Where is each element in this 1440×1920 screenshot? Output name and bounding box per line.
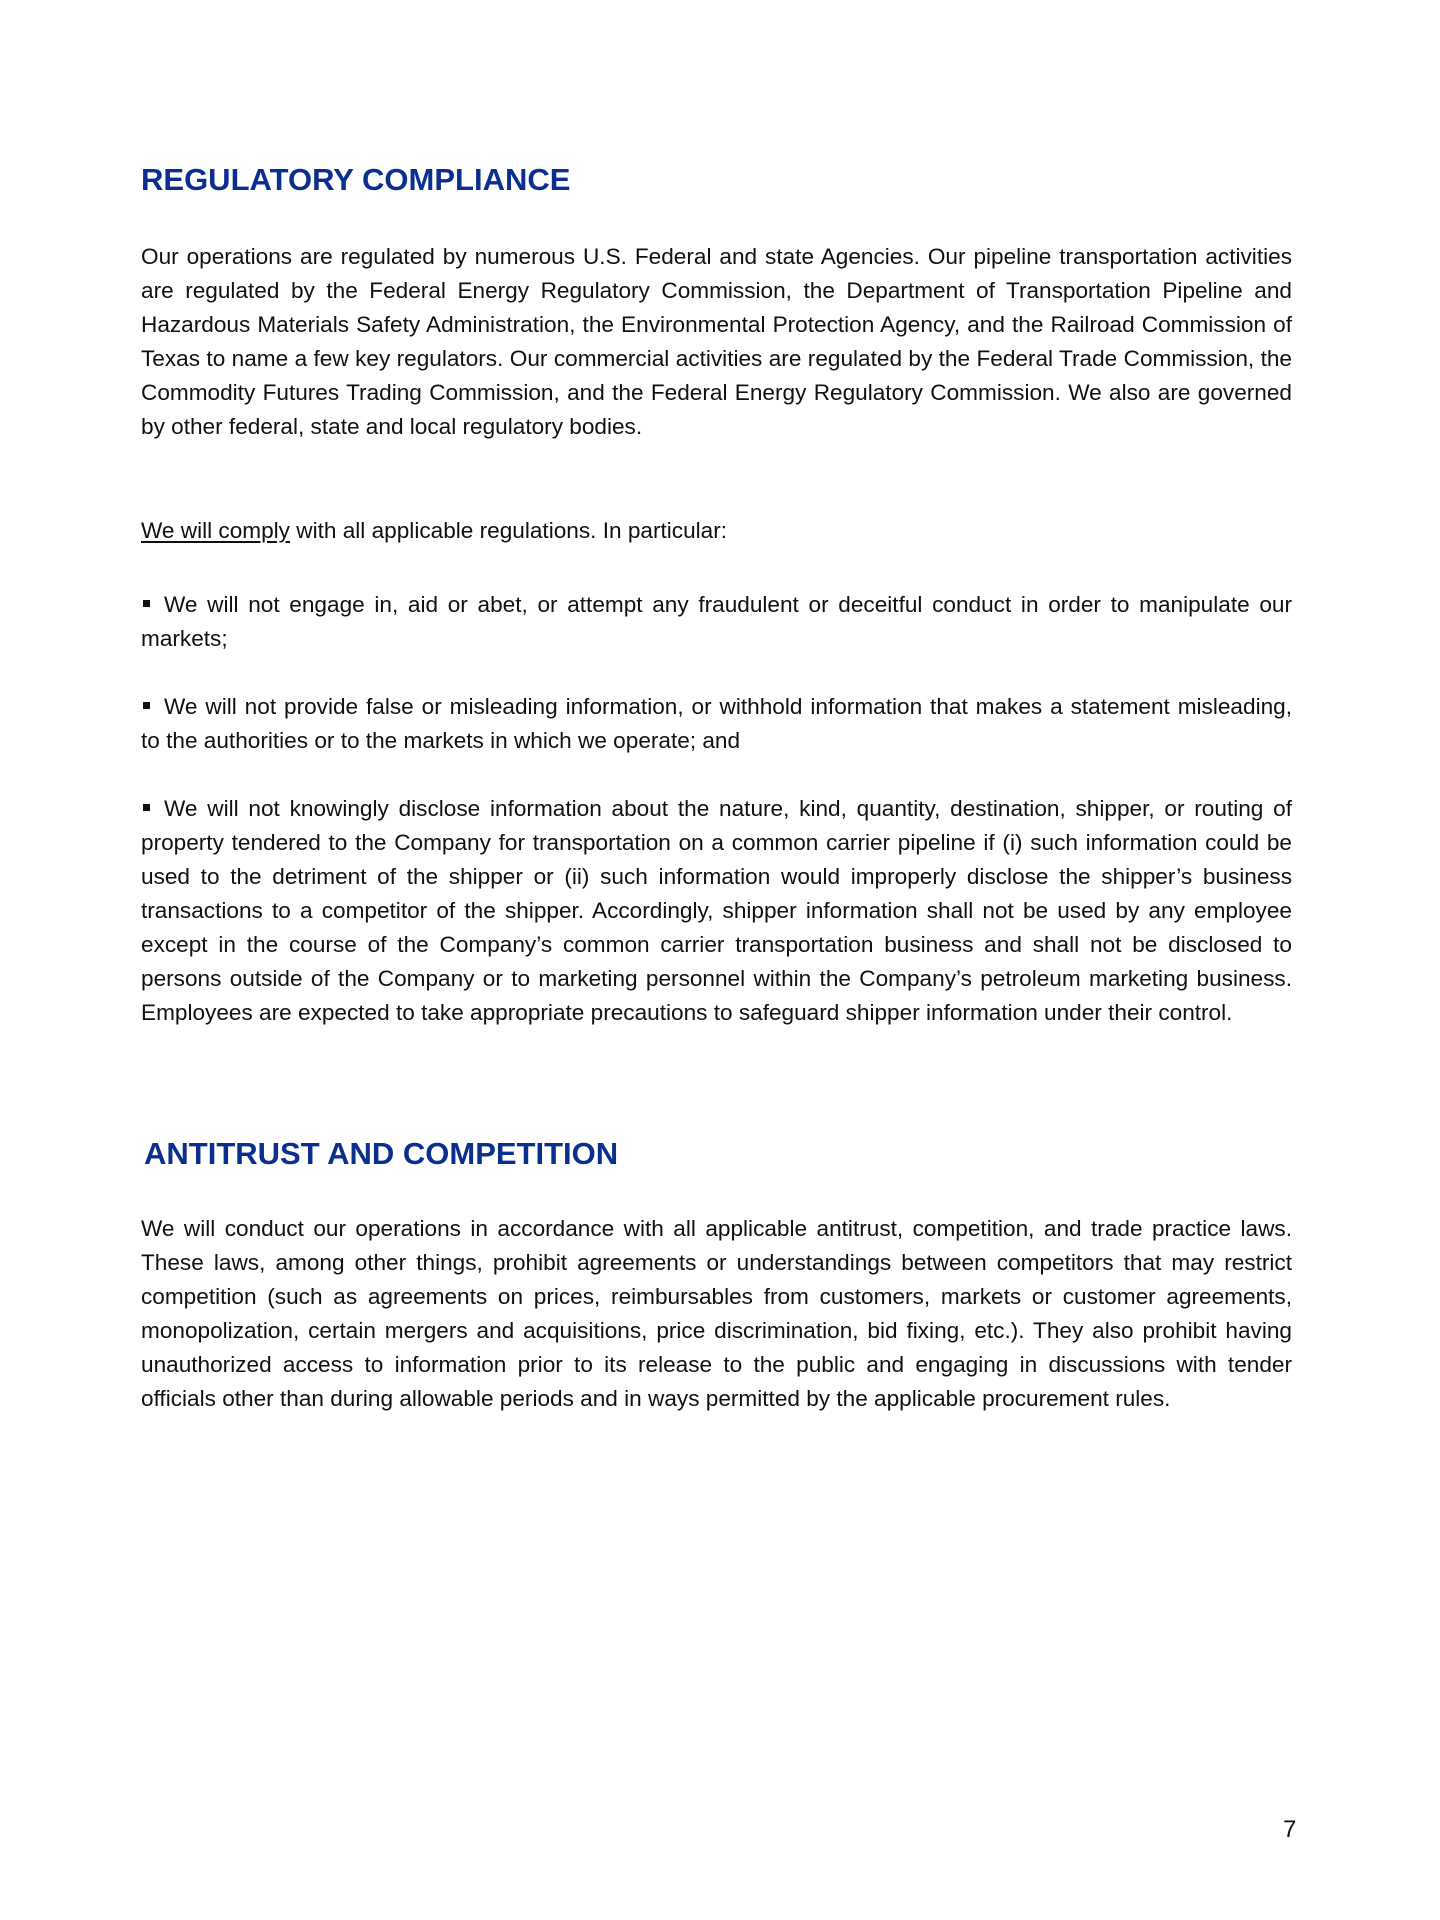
square-bullet-icon	[143, 804, 150, 811]
square-bullet-icon	[143, 702, 150, 709]
comply-statement	[141, 514, 1292, 548]
bullet-item	[141, 792, 1292, 1030]
bullet-text: We will not knowingly disclose information about the nature, kind, quantity, destination, shipper, or routing of property tendered to the Company for transportation on a common carrier pipeline if (i) such information could be used to the detriment of the shipper or (ii) such information would improperly disclose the shipper’s business transactions to a competitor of the shipper. Accordingly, shipper information shall not be used by any employee except in the course of the Company’s common carrier transportation business and shall not be disclosed to persons outside of the Company or to marketing personnel within the Company’s petroleum marketing business. Employees are expected to take appropriate precautions to safeguard shipper information under their control.	[141, 796, 1292, 1025]
comply-underlined-text: We will comply	[141, 518, 290, 543]
antitrust-paragraph: We will conduct our operations in accordance with all applicable antitrust, competition, and trade practice laws. These laws, among other things, prohibit agreements or understandings between competitors that may restrict competition (such as agreements on prices, reimbursables from customers, markets or customer agreements, monopolization, certain mergers and acquisitions, price discrimination, bid fixing, etc.). They also prohibit having unauthorized access to information prior to its release to the public and engaging in discussions with tender officials other than during allowable periods and in ways permitted by the applicable procurement rules.	[141, 1216, 1292, 1411]
regulatory-intro-paragraph: Our operations are regulated by numerous U.S. Federal and state Agencies. Our pipeline transportation activities are regulated by the Federal Energy Regulatory Commission, the Department of Transportation Pipeline and Hazardous Materials Safety Administration, the Environmental Protection Agency, and the Railroad Commission of Texas to name a few key regulators. Our commercial activities are regulated by the Federal Trade Commission, the Commodity Futures Trading Commission, and the Federal Energy Regulatory Commission. We also are governed by other federal, state and local regulatory bodies.	[141, 244, 1292, 439]
section-heading-antitrust: ANTITRUST AND COMPETITION	[144, 1136, 619, 1171]
bullet-text: We will not provide false or misleading information, or withhold information that makes a statement misleading, to the authorities or to the markets in which we operate; and	[141, 694, 1292, 753]
comply-rest-text: with all applicable regulations. In particular:	[289, 518, 728, 543]
square-bullet-icon	[143, 600, 150, 607]
section-heading-regulatory-compliance: REGULATORY COMPLIANCE	[141, 162, 571, 197]
bullet-item	[141, 588, 1292, 656]
page-number: 7	[1283, 1816, 1297, 1843]
bullet-item	[141, 690, 1292, 758]
bullet-text: We will not engage in, aid or abet, or attempt any fraudulent or deceitful conduct in order to manipulate our markets;	[141, 592, 1292, 651]
